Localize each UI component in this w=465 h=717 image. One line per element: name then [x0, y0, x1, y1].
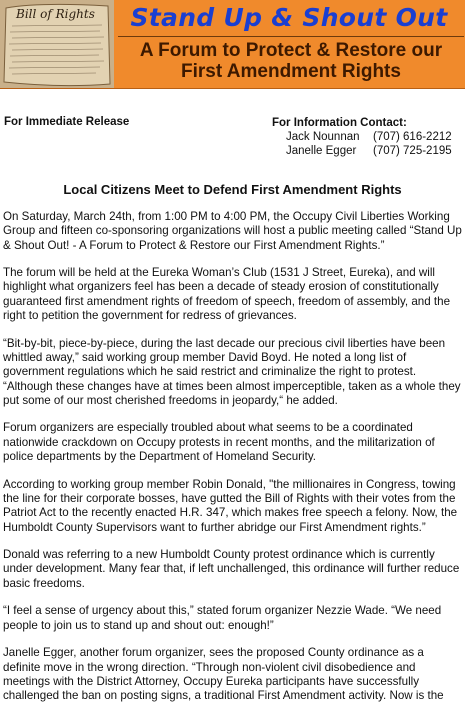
bill-of-rights-lettering: Bill of Rights [16, 7, 95, 21]
contact-row [272, 144, 462, 158]
contact-row [272, 130, 462, 144]
banner-subtitle: A Forum to Protect & Restore our First Amendment Rights [139, 40, 443, 82]
paragraph: Janelle Egger, another forum organizer, sees the proposed County ordinance as a definite move in the wrong direction. “Through non-violent civil disobedience and meetings with the District Attorney, Occupy Eureka participants have successfully challenged the ban on posting signs, a traditional First Amendment activity. Now is the [3, 646, 444, 703]
header-banner [0, 0, 465, 89]
contact-phone: (707) 616-2212 [373, 131, 452, 143]
paragraph: According to working group member Robin Donald, "the millionaires in Congress, towing the line for their corporate bosses, have gutted the Bill of Rights with their votes from the Patriot Act to the recently enacted H.R. 347, which makes free speech a felony. Now, the Humboldt County Supervisors want to further abridge our First Amendment rights.” [3, 477, 458, 534]
paragraph: The forum will be held at the Eureka Woman’s Club (1531 J Street, Eureka), and will highlight what organizers feel has been a decade of steady erosion of constitutionally guaranteed first amendment rights of freedom of speech, freedom of assembly, and the right to petition the government for redress of grievances. [3, 266, 451, 323]
bill-of-rights-image [0, 0, 114, 88]
contact-name: Jack Nounnan [286, 131, 360, 143]
contact-block [272, 116, 462, 158]
banner-divider [118, 36, 464, 37]
paragraph: Forum organizers are especially troubled about what seems to be a coordinated nationwide crackdown on Occupy protests in recent months, and the militarization of police departments by the Department of Homeland Security. [3, 421, 435, 464]
contact-name: Janelle Egger [286, 145, 357, 157]
release-label: For Immediate Release [4, 116, 130, 128]
paragraph: Donald was referring to a new Humboldt County protest ordinance which is currently under development. Many fear that, if left unchallenged, this ordinance will further reduce basic freedoms. [3, 548, 460, 590]
paragraph: On Saturday, March 24th, from 1:00 PM to 4:00 PM, the Occupy Civil Liberties Working Group and fifteen co-sponsoring organizations will host a public meeting called “Stand Up & Shout Out! - A Forum to Protect & Restore our First Amendment Rights.” [3, 210, 462, 252]
contact-phone: (707) 725-2195 [373, 145, 452, 157]
article-body [3, 210, 463, 717]
paragraph: “I feel a sense of urgency about this,” stated forum organizer Nezzie Wade. “We need people to join us to stand up and shout out: enough!” [3, 604, 442, 632]
paragraph: “Bit-by-bit, piece-by-piece, during the last decade our precious civil liberties have been whittled away,” said working group member David Boyd. He noted a long list of government regulations which he said restrict and criminalize the right to protest. “Although these changes have at times been almost imperceptible, taken as a whole they put some of our most cherished freedoms in jeopardy,“ he added. [3, 336, 461, 407]
banner-title: Stand Up & Shout Out [130, 3, 448, 32]
contact-heading: For Information Contact: [272, 117, 407, 129]
press-headline: Local Citizens Meet to Defend First Amendment Rights [63, 182, 402, 197]
